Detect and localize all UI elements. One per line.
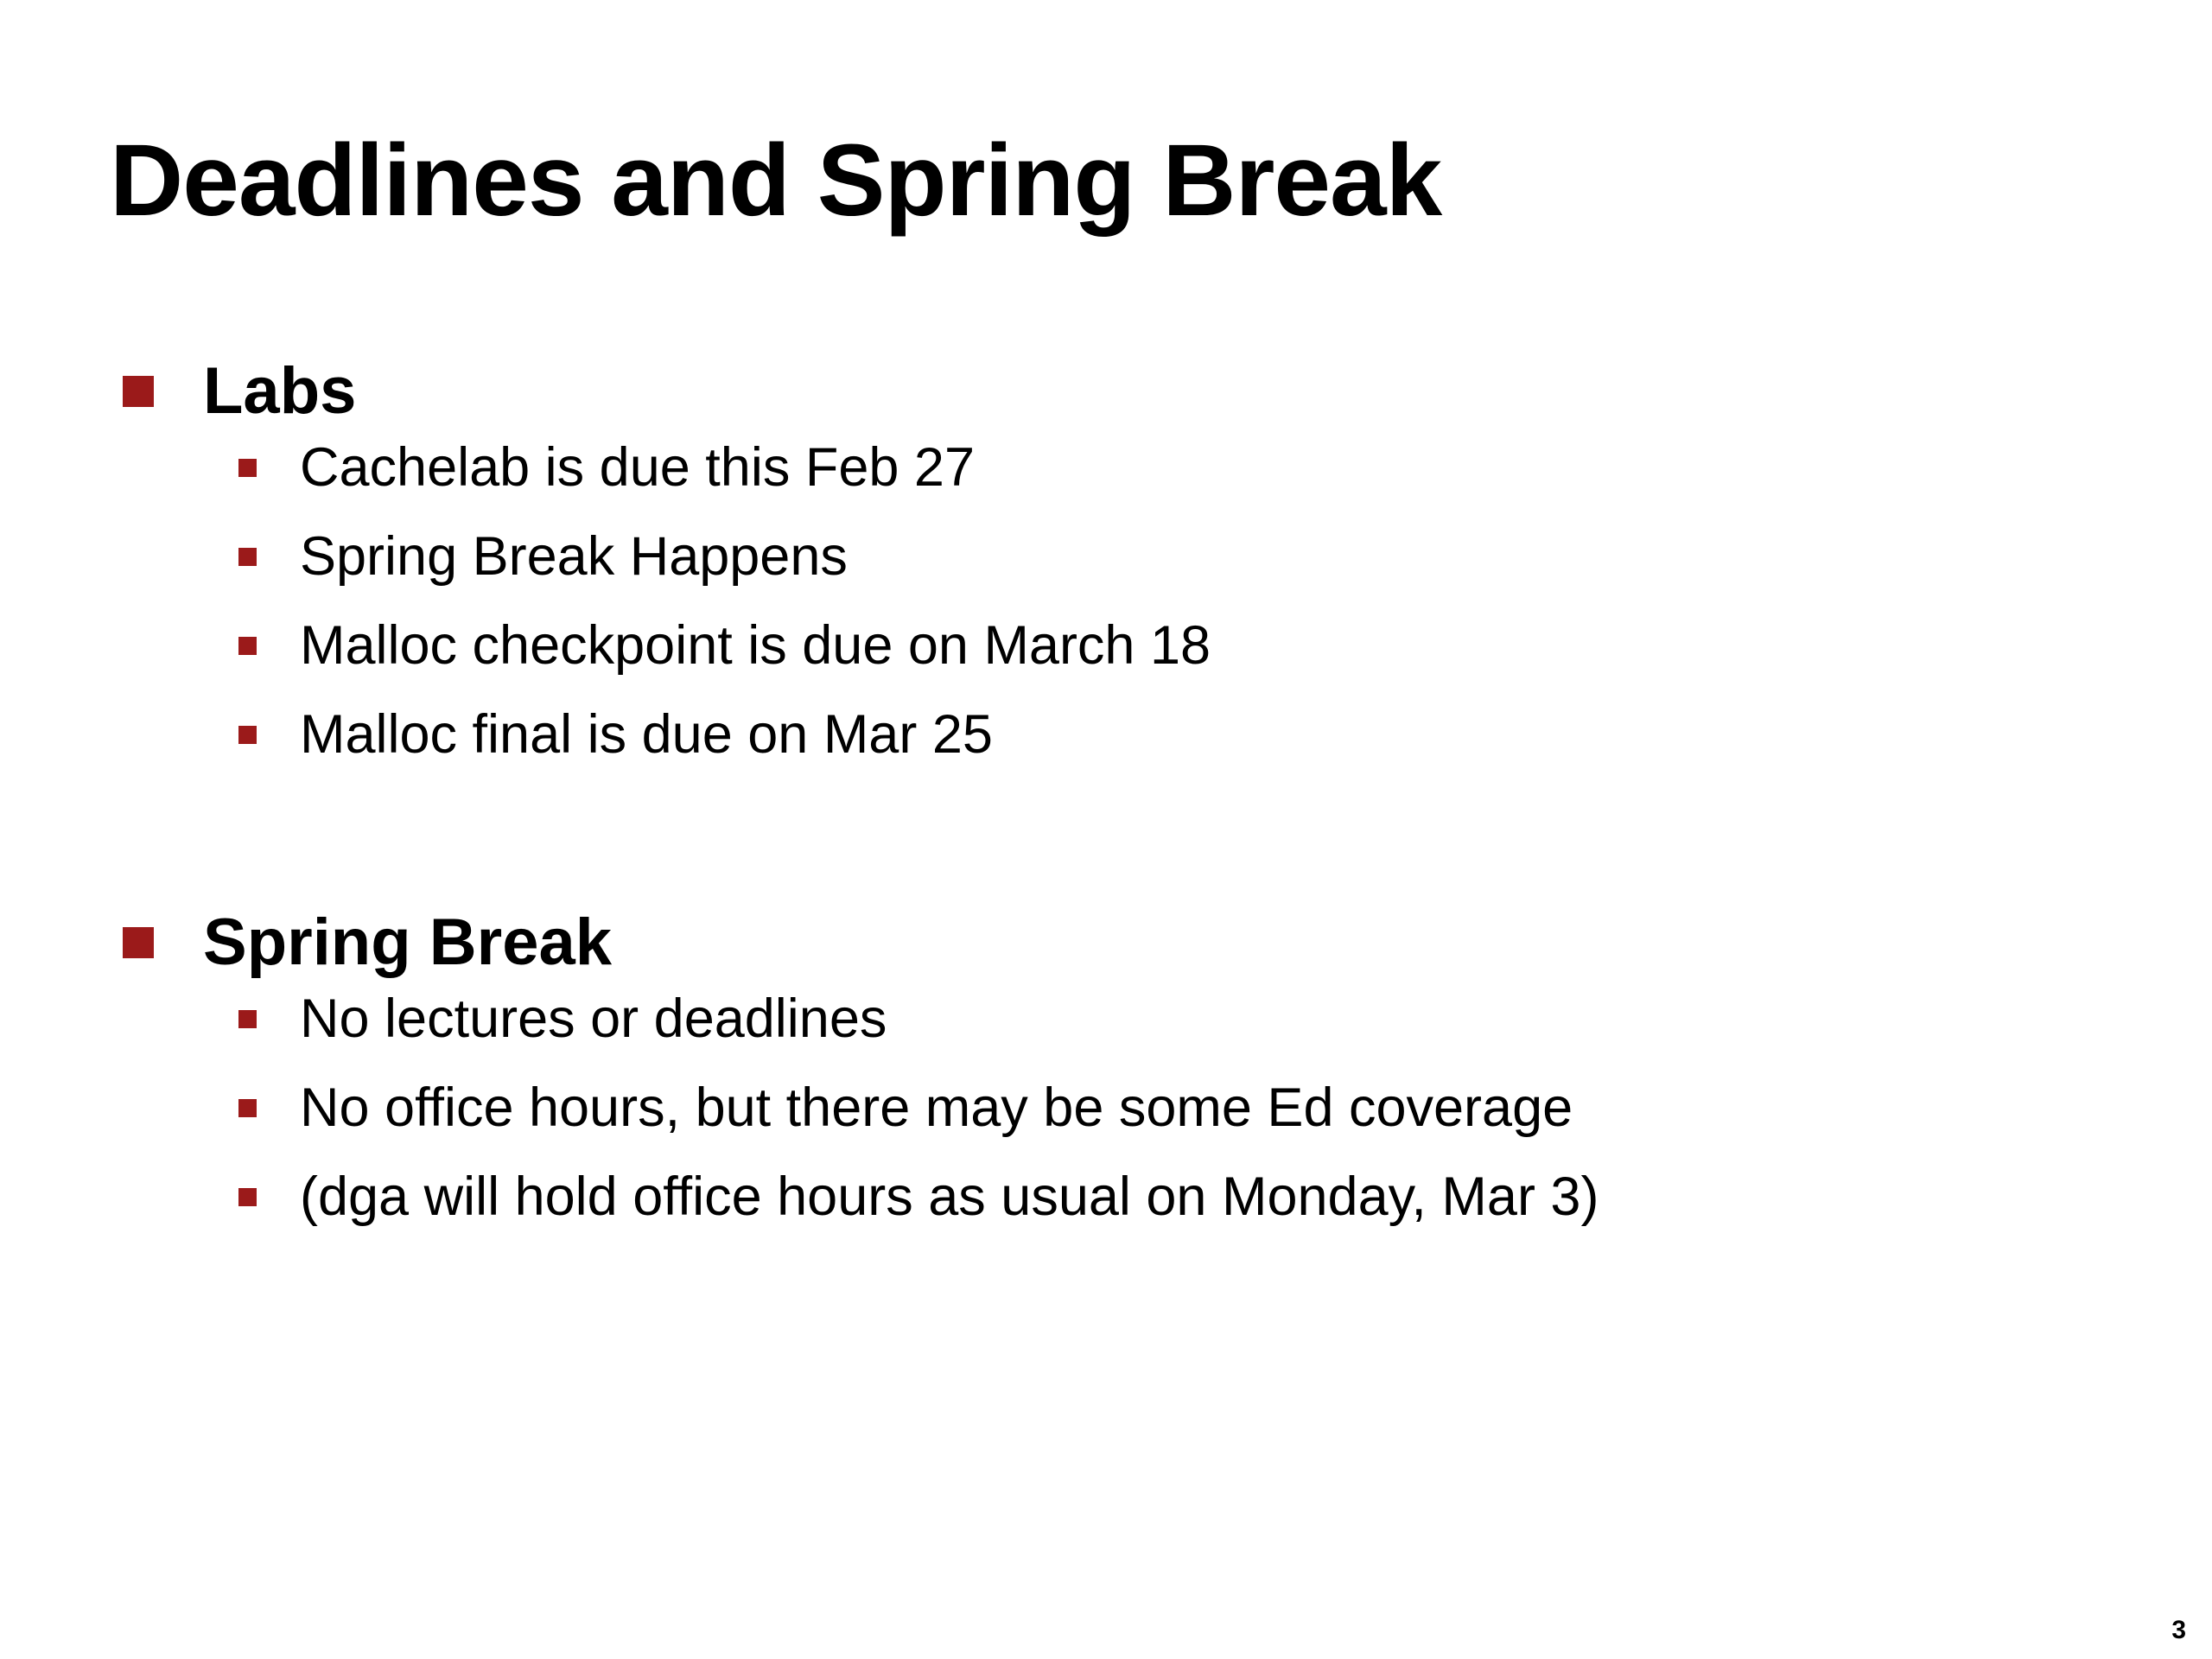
list-item-text: No office hours, but there may be some Ed coverage xyxy=(300,1077,1573,1138)
section-heading-label: Labs xyxy=(203,354,357,428)
page-number: 3 xyxy=(2171,1616,2186,1644)
list-item-text: Malloc final is due on Mar 25 xyxy=(300,704,993,765)
list-item xyxy=(0,1162,2212,1251)
list-item xyxy=(0,700,2212,789)
section-heading xyxy=(0,901,2212,984)
slide-title: Deadlines and Spring Break xyxy=(110,124,1442,238)
list-item-text: Spring Break Happens xyxy=(300,526,848,587)
section-heading xyxy=(0,350,2212,433)
square-bullet-icon xyxy=(238,1010,257,1028)
square-bullet-icon xyxy=(238,637,257,655)
list-item-text: No lectures or deadlines xyxy=(300,988,887,1049)
section-labs xyxy=(0,350,2212,789)
square-bullet-icon xyxy=(238,1188,257,1206)
list-item-text: Cachelab is due this Feb 27 xyxy=(300,437,975,498)
list-item xyxy=(0,611,2212,700)
list-item xyxy=(0,1073,2212,1162)
section-heading-label: Spring Break xyxy=(203,906,613,979)
square-bullet-icon xyxy=(238,726,257,744)
list-item xyxy=(0,433,2212,522)
square-bullet-icon xyxy=(123,927,154,958)
list-item xyxy=(0,984,2212,1073)
square-bullet-icon xyxy=(238,548,257,566)
square-bullet-icon xyxy=(238,459,257,477)
list-item xyxy=(0,522,2212,611)
section-spring-break xyxy=(0,901,2212,1251)
list-item-text: (dga will hold office hours as usual on Monday, Mar 3) xyxy=(300,1166,1599,1227)
list-item-text: Malloc checkpoint is due on March 18 xyxy=(300,615,1211,676)
square-bullet-icon xyxy=(123,376,154,407)
bullet-list xyxy=(0,433,2212,789)
bullet-list xyxy=(0,984,2212,1251)
square-bullet-icon xyxy=(238,1099,257,1117)
